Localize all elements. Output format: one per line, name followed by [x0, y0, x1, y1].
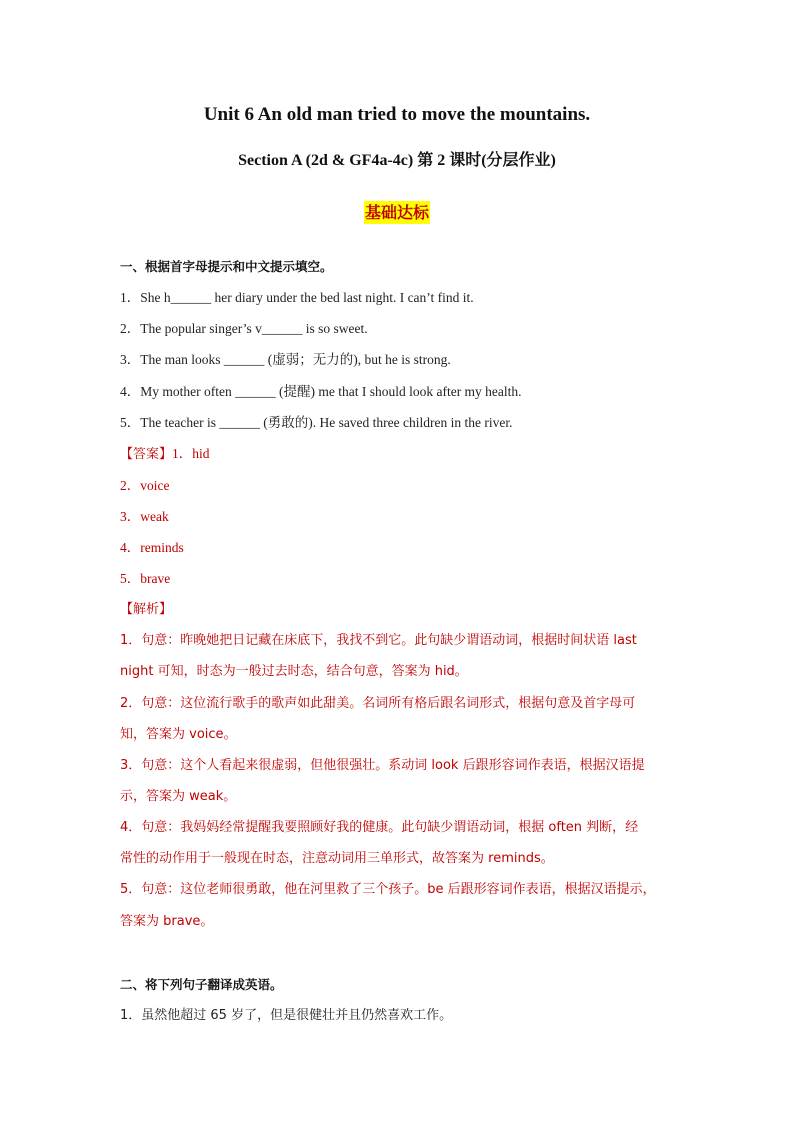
analysis-line: 5．句意：这位老师很勇敢，他在河里救了三个孩子。be 后跟形容词作表语，根据汉语提示， — [120, 882, 656, 897]
analysis-line: 答案为 brave。 — [120, 914, 214, 929]
analysis-line: 3．句意：这个人看起来很虚弱，但他很强壮。系动词 look 后跟形容词作表语，根据汉语提 — [120, 758, 645, 773]
part1-question-5: 5．The teacher is ______ (勇敢的). He saved three children in the river. — [120, 415, 513, 430]
answer-5: 5．brave — [120, 571, 171, 586]
answer-1: 1．hid — [172, 446, 210, 461]
analysis-tag: 【解析】 — [120, 602, 173, 617]
document-subtitle: Section A (2d & GF4a-4c) 第 2 课时(分层作业) — [238, 152, 556, 169]
answer-tag: 【答案】 — [120, 447, 173, 462]
part1-heading: 一、根据首字母提示和中文提示填空。 — [120, 259, 333, 274]
level-badge — [0, 200, 794, 223]
analysis-line: night 可知，时态为一般过去时态，结合句意，答案为 hid。 — [120, 664, 468, 679]
level-label: 基础达标 — [364, 203, 429, 222]
analysis-line: 知，答案为 voice。 — [120, 727, 237, 742]
answer-row-1 — [120, 445, 680, 464]
answer-3: 3．weak — [120, 509, 169, 524]
answer-4: 4．reminds — [120, 540, 184, 555]
part2-heading: 二、将下列句子翻译成英语。 — [120, 977, 283, 992]
analysis-line: 常性的动作用于一般现在时态，注意动词用三单形式，故答案为 reminds。 — [120, 851, 554, 866]
analysis-line: 1．句意：昨晚她把日记藏在床底下，我找不到它。此句缺少谓语动词，根据时间状语 last — [120, 633, 637, 648]
part1-question-4: 4．My mother often ______ (提醒) me that I should look after my health. — [120, 384, 522, 399]
part1-question-2: 2．The popular singer’s v______ is so sweet. — [120, 321, 368, 336]
analysis-line: 2．句意：这位流行歌手的歌声如此甜美。名词所有格后跟名词形式，根据句意及首字母可 — [120, 696, 636, 711]
part1-question-1: 1．She h______ her diary under the bed last night. I can’t find it. — [120, 290, 474, 305]
analysis-line: 示，答案为 weak。 — [120, 789, 237, 804]
part1-question-3: 3．The man looks ______ (虚弱；无力的), but he is strong. — [120, 352, 451, 367]
analysis-line: 4．句意：我妈妈经常提醒我要照顾好我的健康。此句缺少谓语动词，根据 often 判断，经 — [120, 820, 639, 835]
answer-2: 2．voice — [120, 478, 170, 493]
document-title: Unit 6 An old man tried to move the mountains. — [203, 104, 591, 125]
part2-question-1: 1．虽然他超过 65 岁了，但是很健壮并且仍然喜欢工作。 — [120, 1008, 453, 1023]
